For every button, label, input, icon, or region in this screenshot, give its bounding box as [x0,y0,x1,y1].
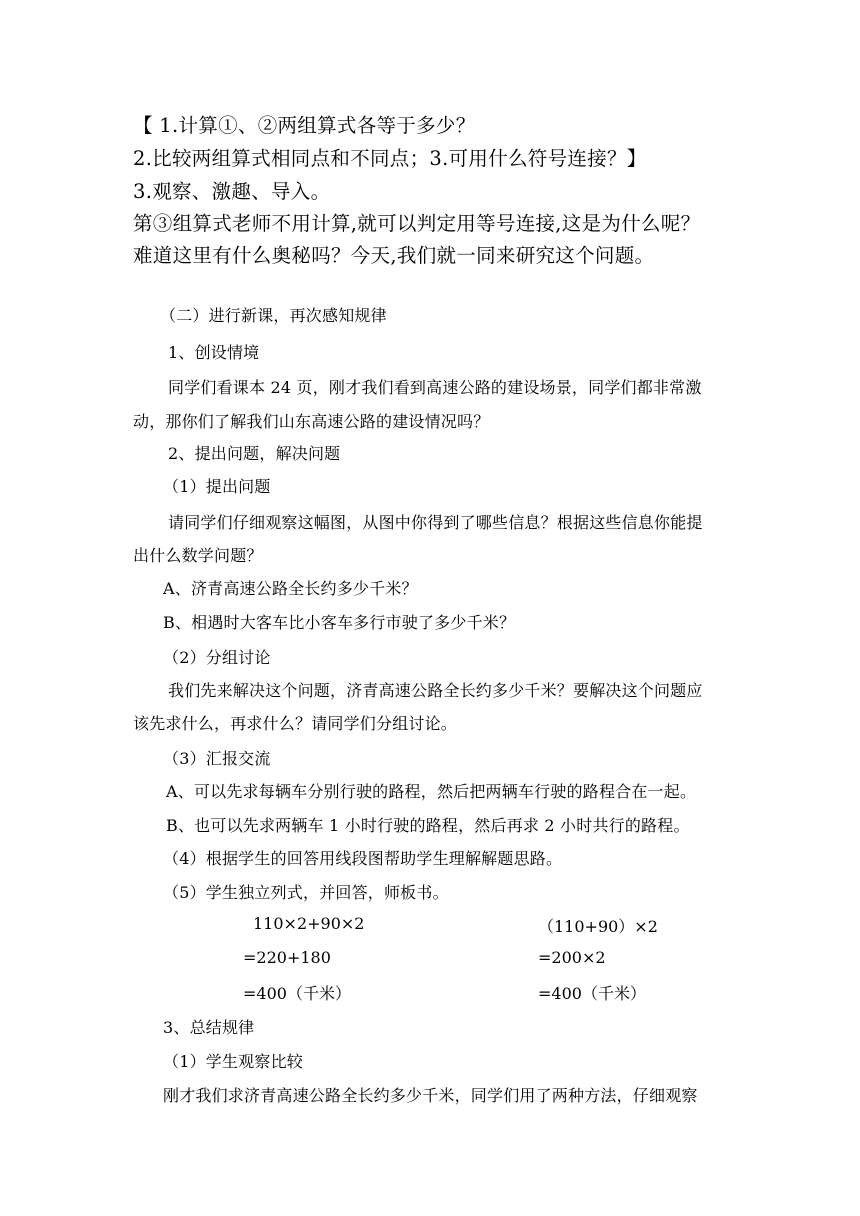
question-b: B、相遇时大客车比小客车多行市驶了多少千米？ [163,613,516,632]
paragraph-line: 该先求什么，再求什么？请同学们分组讨论。 [133,714,458,733]
subsection-3-title: 3、总结规律 [163,1018,255,1037]
question-a: A、济青高速公路全长约多少千米？ [163,579,418,598]
paragraph-line: 同学们看课本 24 页，刚才我们看到高速公路的建设场景，同学们都非常激 [168,378,702,397]
paragraph-line: 动，那你们了解我们山东高速公路的建设情况吗？ [133,412,490,431]
observe-title: （1）学生观察比较 [163,1052,303,1071]
calc-left-line: 110×2+90×2 [253,914,365,933]
calc-left-line: =400（千米） [243,984,351,1003]
calc-right-line: =200×2 [538,948,606,967]
calc-right-line: （110+90）×2 [538,917,658,936]
subsection-1-title: 1、创设情境 [168,343,260,362]
section-heading: （二）进行新课，再次感知规律 [160,306,387,325]
intro-line-5: 难道这里有什么奥秘吗？今天,我们就一同来研究这个问题。 [133,244,655,267]
paragraph-line: 请同学们仔细观察这幅图，从图中你得到了哪些信息？根据这些信息你能提 [168,513,703,532]
paragraph-line: 出什么数学问题？ [133,546,263,565]
answer-a: A、可以先求每辆车分别行驶的路程，然后把两辆车行驶的路程合在一起。 [166,782,697,801]
calc-right-line: =400（千米） [538,984,646,1003]
step-4: （4）根据学生的回答用线段图帮助学生理解解题思路。 [163,849,563,868]
intro-line-3: 3.观察、激趣、导入。 [133,180,331,203]
intro-line-2: 2.比较两组算式相同点和不同点；3.可用什么符号连接？】 [133,147,647,170]
step-5: （5）学生独立列式，并回答，师板书。 [163,883,449,902]
step-2-title: （2）分组讨论 [163,648,271,667]
step-3-title: （3）汇报交流 [163,749,271,768]
step-1-title: （1）提出问题 [163,477,271,496]
paragraph-line: 我们先来解决这个问题，济青高速公路全长约多少千米？要解决这个问题应 [168,681,703,700]
subsection-2-title: 2、提出问题，解决问题 [168,444,341,463]
paragraph-line: 刚才我们求济青高速公路全长约多少千米，同学们用了两种方法，仔细观察 [163,1086,698,1105]
calc-left-line: =220+180 [243,948,331,967]
intro-line-1: 【 1.计算①、②两组算式各等于多少？ [133,114,476,137]
answer-b: B、也可以先求两辆车 1 小时行驶的路程，然后再求 2 小时共行的路程。 [166,816,690,835]
intro-line-4: 第③组算式老师不用计算,就可以判定用等号连接,这是为什么呢？ [133,212,701,235]
